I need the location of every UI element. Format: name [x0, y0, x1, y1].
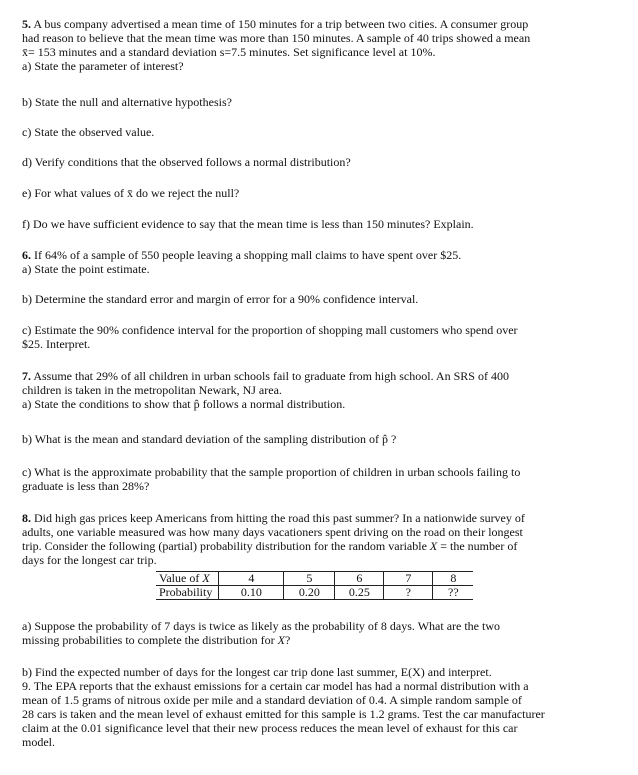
question-8a-line: a) Suppose the probability of 7 days is twice as likely as the probability of 8 days. What are the two: [22, 619, 501, 633]
question-6-stem: [22, 248, 584, 276]
question-8-number: 8.: [22, 511, 31, 525]
question-7-text: Assume that 29% of all children in urban schools fail to graduate from high school. An SRS of 400: [33, 369, 509, 383]
question-5c: c) State the observed value.: [22, 125, 155, 139]
question-8a: [22, 619, 584, 647]
table-cell-probability: 0.25: [335, 586, 384, 600]
table-row-probabilities: [156, 586, 473, 600]
question-6c: [22, 323, 584, 351]
table-header-value: Value of X: [156, 572, 219, 586]
question-8-text: = the number of: [437, 539, 518, 553]
table-cell-probability: ??: [433, 586, 474, 600]
table-cell-probability: ?: [384, 586, 433, 600]
table-cell-value: 7: [384, 572, 433, 586]
question-5-text-line: had reason to believe that the mean time was more than 150 minutes. A sample of 40 trips showed a mean: [22, 31, 531, 45]
probability-distribution-table: [156, 571, 473, 600]
question-6c-line: c) Estimate the 90% confidence interval for the proportion of shopping mall customers who spend over: [22, 323, 518, 337]
question-7-stem: [22, 369, 584, 411]
variable-x: X: [429, 539, 438, 553]
question-8b: b) Find the expected number of days for the longest car trip done last summer, E(X) and interpret.: [22, 665, 492, 679]
variable-x: X: [277, 633, 285, 647]
question-7-number: 7.: [22, 369, 31, 383]
question-7c-line: graduate is less than 28%?: [22, 479, 150, 493]
question-8a-line: ?: [284, 633, 291, 647]
question-8-text: trip. Consider the following (partial) probability distribution for the random variable: [22, 539, 430, 553]
question-6c-line: $25. Interpret.: [22, 337, 91, 351]
question-7-text: children is taken in the metropolitan Newark, NJ area.: [22, 383, 282, 397]
question-5-stem: [22, 17, 584, 73]
table-cell-probability: 0.20: [284, 586, 335, 600]
question-8-text: adults, one variable measured was how many days vacationers spent driving on the road on their longest: [22, 525, 523, 539]
question-7c-line: c) What is the approximate probability that the sample proportion of children in urban schools failing to: [22, 465, 521, 479]
question-5e: e) For what values of x̄ do we reject the null?: [22, 186, 240, 200]
table-cell-value: 5: [284, 572, 335, 586]
question-9-text: claim at the 0.01 significance level that their new process reduces the mean level of exhaust for this car: [22, 721, 518, 735]
question-6b: b) Determine the standard error and margin of error for a 90% confidence interval.: [22, 292, 419, 306]
question-9-text: model.: [22, 735, 55, 749]
question-5f: f) Do we have sufficient evidence to say that the mean time is less than 150 minutes? Explain.: [22, 217, 474, 231]
question-5d: d) Verify conditions that the observed follows a normal distribution?: [22, 155, 351, 169]
question-6-number: 6.: [22, 248, 31, 262]
question-8-text: Did high gas prices keep Americans from hitting the road this past summer? In a nationwide survey of: [34, 511, 525, 525]
question-9-text: 28 cars is taken and the mean level of exhaust emitted for this sample is 1.2 grams. Test the car manufacturer: [22, 707, 545, 721]
table-cell-value: 4: [219, 572, 284, 586]
question-7a: a) State the conditions to show that p̂ follows a normal distribution.: [22, 397, 346, 411]
question-5-text-line: A bus company advertised a mean time of 150 minutes for a trip between two cities. A consumer group: [33, 17, 529, 31]
table-cell-value: 8: [433, 572, 474, 586]
question-6a: a) State the point estimate.: [22, 262, 150, 276]
question-8-stem: [22, 511, 584, 567]
question-7b: b) What is the mean and standard deviation of the sampling distribution of p̂ ?: [22, 432, 397, 446]
question-7c: [22, 465, 584, 493]
table-row-values: [156, 572, 473, 586]
table-header-probability: Probability: [156, 586, 219, 600]
table-cell-value: 6: [335, 572, 384, 586]
question-8a-line: missing probabilities to complete the distribution for: [22, 633, 278, 647]
question-8-text: days for the longest car trip.: [22, 553, 157, 567]
table-cell-probability: 0.10: [219, 586, 284, 600]
question-9-text: mean of 1.5 grams of nitrous oxide per mile and a standard deviation of 0.4. A simple random sample of: [22, 693, 522, 707]
question-5a: a) State the parameter of interest?: [22, 59, 184, 73]
question-5-text-line: x̄= 153 minutes and a standard deviation s=7.5 minutes. Set significance level at 10%.: [22, 45, 436, 59]
question-5-number: 5.: [22, 17, 31, 31]
question-8b-and-9: [22, 665, 584, 749]
question-9-text: 9. The EPA reports that the exhaust emissions for a certain car model has had a normal distribution with a: [22, 679, 529, 693]
question-6-text: If 64% of a sample of 550 people leaving a shopping mall claims to have spent over $25.: [34, 248, 462, 262]
question-5b: b) State the null and alternative hypothesis?: [22, 95, 232, 109]
